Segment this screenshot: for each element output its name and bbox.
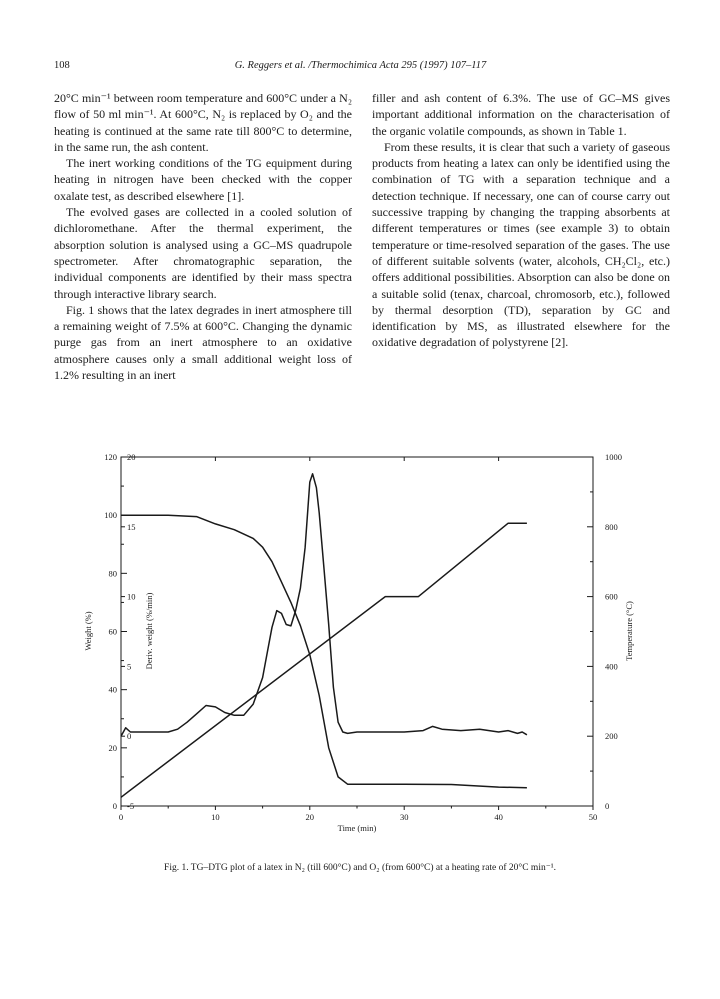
temp-tick-label: 200 [605, 731, 618, 742]
temp-tick-label: 400 [605, 661, 618, 672]
figure-1 [0, 430, 720, 870]
x-tick-label: 30 [399, 812, 409, 822]
weight-tick-label: 120 [104, 452, 117, 462]
left-paragraph-4: Fig. 1 shows that the latex degrades in inert atmosphere till a remaining weight of 7.5% at 600°C. Changing the dynamic purge gas from an inert atmosphere to an oxidative atmosphere causes only a small additional weight loss of 1.2% resulting in an inert [54, 302, 352, 383]
temp-tick-label: 600 [605, 591, 618, 602]
weight-axis-title: Weight (%) [83, 611, 93, 651]
right-paragraph-1: filler and ash content of 6.3%. The use of GC–MS gives important additional information on the characterisation of the organic volatile compounds, as shown in Table 1. [372, 91, 670, 138]
deriv-tick-label: 20 [127, 452, 136, 462]
deriv-tick-label: 15 [127, 521, 136, 532]
weight-tick-label: 20 [108, 742, 117, 753]
temp-tick-label: 0 [605, 801, 610, 811]
deriv-tick-label: -5 [127, 801, 135, 811]
x-axis-title: Time (min) [337, 823, 377, 833]
x-tick-label: 40 [494, 812, 503, 822]
x-tick-label: 10 [211, 812, 220, 822]
deriv-tick-label: 10 [127, 591, 136, 602]
left-paragraph-1: 20°C min⁻¹ between room temperature and 600°C under a N₂ flow of 50 ml min⁻¹. At 600°C, N₂ is replaced by O₂ and the heating is continued at the same rate till 800°C to determine, in the same run, the ash content. [54, 91, 352, 154]
left-paragraph-3: The evolved gases are collected in a cooled solution of dichloromethane. After the thermal experiment, the absorption solution is analysed using a GC–MS quadrupole spectrometer. After chromatographic separation, the individual components are identified by their mass spectra through interactive library search. [54, 205, 352, 301]
x-tick-label: 0 [118, 812, 124, 822]
running-head: G. Reggers et al. /Thermochimica Acta 295 (1997) 107–117 [234, 60, 487, 71]
temperature-axis-title: Temperature (°C) [624, 601, 634, 661]
page-number: 108 [54, 60, 70, 71]
weight-curve [121, 515, 527, 788]
weight-tick-label: 40 [108, 684, 117, 695]
weight-tick-label: 0 [112, 801, 117, 811]
weight-tick-label: 100 [104, 510, 117, 521]
temp-tick-label: 800 [605, 521, 618, 532]
weight-tick-label: 60 [108, 626, 117, 637]
right-paragraph-2: From these results, it is clear that such a variety of gaseous products from heating a latex can only be identified using the combination of TG with a separation technique and a detection technique. If necessary, one can of course carry out successive trapping by changing the trapping absorbents at different temperatures or times (see example 3) to obtain temperature or time-resolved separation of the gases. The use of different suitable solvents (water, alcohols, CH₂Cl₂, etc.) offers additional possibilities. Absorption can also be done on a suitable solid (tenax, charcoal, chromosorb, etc.), followed by thermal desorption (TD), separation by GC and identification by MS, as illustrated elsewhere for the oxidative degradation of polystyrene [2]. [372, 139, 670, 350]
weight-tick-label: 80 [108, 568, 117, 579]
deriv-weight-curve [121, 474, 527, 736]
page-header [54, 60, 667, 76]
deriv-tick-label: 0 [127, 731, 132, 742]
plot-frame [121, 457, 593, 806]
x-tick-label: 50 [588, 812, 598, 822]
deriv-axis-title: Deriv. weight (%/min) [144, 592, 154, 670]
tg-dtg-chart [0, 430, 720, 870]
x-tick-label: 20 [305, 812, 315, 822]
right-column [372, 90, 670, 351]
left-column [54, 90, 352, 383]
temp-tick-label: 1000 [605, 452, 622, 462]
figure-caption: Fig. 1. TG–DTG plot of a latex in N₂ (till 600°C) and O₂ (from 600°C) at a heating rate of 20°C min⁻¹. [164, 863, 556, 873]
left-paragraph-2: The inert working conditions of the TG equipment during heating in nitrogen have been checked with the copper oxalate test, as described elsewhere [1]. [54, 156, 352, 203]
deriv-tick-label: 5 [127, 661, 132, 672]
